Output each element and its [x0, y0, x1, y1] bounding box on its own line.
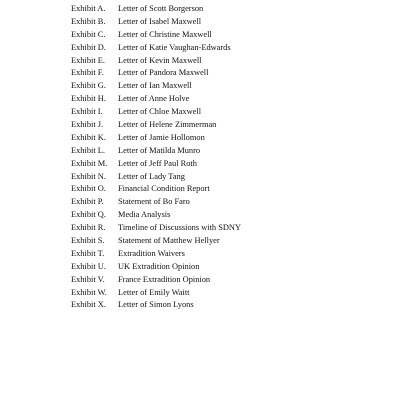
exhibit-title: Letter of Jeff Paul Roth [118, 158, 197, 168]
exhibit-label: Exhibit P. [71, 197, 104, 207]
exhibit-row [71, 132, 241, 145]
exhibit-row [71, 248, 241, 261]
exhibit-row [71, 183, 241, 196]
exhibit-row [71, 145, 241, 158]
exhibit-list [71, 3, 241, 312]
exhibit-row [71, 106, 241, 119]
exhibit-title: Letter of Christine Maxwell [118, 29, 212, 39]
exhibit-label: Exhibit A. [71, 4, 106, 13]
exhibit-title: Letter of Chloe Maxwell [118, 107, 202, 117]
exhibit-label: Exhibit T. [71, 248, 105, 258]
exhibit-label: Exhibit X. [71, 300, 106, 310]
exhibit-row [71, 158, 241, 171]
exhibit-label: Exhibit R. [71, 223, 106, 233]
exhibit-label: Exhibit O. [71, 184, 106, 194]
exhibit-label: Exhibit J. [71, 120, 104, 130]
exhibit-title: Letter of Isabel Maxwell [118, 16, 202, 26]
exhibit-label: Exhibit V. [71, 274, 105, 284]
exhibit-title: Letter of Matilda Munro [118, 145, 201, 155]
exhibit-title: Letter of Katie Vaughan-Edwards [118, 42, 231, 52]
exhibit-label: Exhibit G. [71, 81, 106, 91]
exhibit-row [71, 3, 241, 16]
exhibit-row [71, 67, 241, 80]
exhibit-label: Exhibit F. [71, 68, 104, 78]
exhibit-title: Letter of Ian Maxwell [118, 81, 192, 91]
exhibit-title: Statement of Bo Faro [118, 197, 190, 207]
exhibit-row [71, 196, 241, 209]
exhibit-label: Exhibit U. [71, 261, 106, 271]
exhibit-row [71, 274, 241, 287]
exhibit-row [71, 261, 241, 274]
exhibit-label: Exhibit D. [71, 42, 106, 52]
exhibit-label: Exhibit S. [71, 236, 105, 246]
exhibit-title: Letter of Kevin Maxwell [118, 55, 202, 65]
exhibit-label: Exhibit M. [71, 158, 108, 168]
exhibit-title: France Extradition Opinion [118, 274, 211, 284]
exhibit-row [71, 209, 241, 222]
exhibit-title: Letter of Scott Borgerson [118, 4, 204, 13]
exhibit-title: UK Extradition Opinion [118, 261, 200, 271]
exhibit-label: Exhibit H. [71, 94, 106, 104]
exhibit-row [71, 55, 241, 68]
exhibit-row [71, 42, 241, 55]
exhibit-title: Letter of Emily Waitt [118, 287, 190, 297]
exhibit-title: Letter of Lady Tang [118, 171, 185, 181]
exhibit-label: Exhibit C. [71, 29, 106, 39]
exhibit-title: Timeline of Discussions with SDNY [118, 223, 241, 233]
exhibit-label: Exhibit Q. [71, 210, 106, 220]
exhibit-row [71, 222, 241, 235]
exhibit-row [71, 299, 241, 312]
exhibit-title: Letter of Jamie Hollomon [118, 132, 205, 142]
exhibit-title: Financial Condition Report [118, 184, 210, 194]
exhibit-label: Exhibit K. [71, 132, 106, 142]
exhibit-row [71, 235, 241, 248]
exhibit-title: Extradition Waivers [118, 248, 185, 258]
exhibit-title: Media Analysis [118, 210, 171, 220]
exhibit-title: Letter of Helene Zimmerman [118, 120, 217, 130]
exhibit-title: Statement of Matthew Hellyer [118, 236, 220, 246]
exhibit-row [71, 171, 241, 184]
exhibit-row [71, 80, 241, 93]
exhibit-row [71, 119, 241, 132]
exhibit-title: Letter of Pandora Maxwell [118, 68, 209, 78]
exhibit-title: Letter of Simon Lyons [118, 300, 194, 310]
exhibit-label: Exhibit I. [71, 107, 103, 117]
exhibit-row [71, 16, 241, 29]
exhibit-title: Letter of Anne Holve [118, 94, 190, 104]
exhibit-label: Exhibit N. [71, 171, 106, 181]
exhibit-row [71, 29, 241, 42]
exhibit-row [71, 93, 241, 106]
exhibit-label: Exhibit E. [71, 55, 105, 65]
exhibit-row [71, 287, 241, 300]
exhibit-label: Exhibit W. [71, 287, 107, 297]
exhibit-label: Exhibit B. [71, 16, 106, 26]
exhibit-label: Exhibit L. [71, 145, 105, 155]
